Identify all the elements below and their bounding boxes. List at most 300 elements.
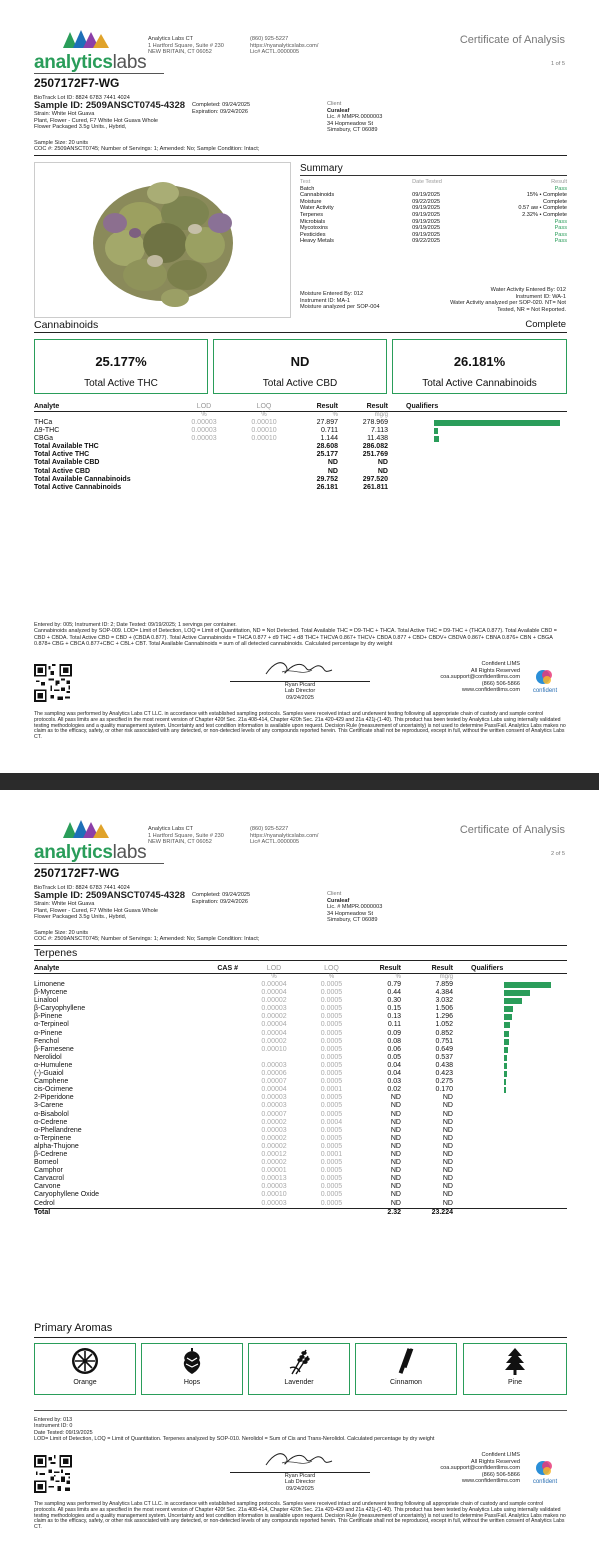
lod-value: 0.00004: [261, 1029, 287, 1037]
qualifier-cell: [459, 1127, 567, 1135]
result-mg: 7.859: [435, 981, 453, 988]
loq-value: [234, 468, 294, 476]
cas-value: [184, 981, 244, 989]
analyte-name: α-Terpinene: [34, 1134, 72, 1142]
coa-page-1: [0, 0, 599, 773]
loq-value: 0.0005: [320, 1134, 343, 1142]
qualifier-cell: [459, 1086, 567, 1094]
qualifier-cell: [459, 1175, 567, 1183]
result-bar: [504, 1022, 510, 1028]
aroma-label: Hops: [183, 1379, 201, 1386]
result-bar: [504, 1014, 512, 1020]
qualifier-cell: [459, 1102, 567, 1110]
matrix-line2: Flower Packaged 3.5g Units., Hybrid,: [34, 914, 127, 920]
result-pct: 0.44: [387, 989, 401, 997]
qualifier-cell: [459, 1013, 567, 1021]
unit-cell: %: [271, 974, 277, 980]
unit-cell: %: [328, 974, 335, 980]
qualifier-cell: [459, 1159, 567, 1167]
table-row: [34, 435, 567, 443]
total-active-thc-box: [34, 339, 208, 394]
lod-value: 0.00004: [261, 1021, 287, 1029]
qualifier-cell: [459, 1167, 567, 1175]
lab-address: [148, 36, 224, 56]
qualifier-cell: [394, 419, 567, 427]
client-address: 34 Hopmeadow St: [327, 910, 374, 917]
table-row: [34, 981, 567, 989]
table-row: [34, 1127, 567, 1135]
logo-wordmark: analyticslabs: [34, 842, 147, 863]
loq-value: 0.0005: [320, 1005, 343, 1013]
result-pct: ND: [390, 1183, 401, 1191]
batch-id: 2507172F7-WG: [34, 866, 120, 880]
result-pct: 27.897: [316, 419, 338, 426]
summary-row: [300, 232, 567, 239]
lod-value: 0.00003: [261, 1094, 287, 1102]
lod-value: 0.00006: [261, 1070, 287, 1078]
col-loq: LOQ: [256, 403, 272, 410]
unit-cell: mg/g: [439, 974, 453, 980]
qualifier-cell: [459, 1208, 567, 1217]
analyte-name: CBGa: [34, 435, 54, 443]
signer-title: Lab Director: [284, 688, 316, 695]
cas-value: [184, 1127, 244, 1135]
loq-value: [234, 476, 294, 484]
cas-value: [184, 1102, 244, 1110]
unit-cell: %: [332, 412, 338, 418]
signer-title: Lab Director: [284, 1479, 316, 1486]
strain: Strain: White Hot Guava: [34, 111, 95, 117]
result-mg: 7.113: [371, 427, 388, 435]
table-row: [34, 1135, 567, 1143]
cannabinoid-summary-boxes: [34, 339, 567, 394]
lod-value: 0.00003: [261, 1183, 287, 1191]
analytics-labs-logo-icon: [63, 28, 109, 48]
lims-info: [420, 661, 520, 694]
analyte-name: Carvacrol: [34, 1175, 64, 1183]
cas-value: [184, 1062, 244, 1070]
summary-result: Pass: [554, 185, 567, 192]
lims-phone: (866) 506-5866: [481, 1471, 520, 1478]
box-label: Total Active CBD: [262, 378, 338, 389]
result-mg: ND: [442, 1094, 453, 1102]
lims-email-link[interactable]: coa.support@confidentlims.com: [440, 1465, 520, 1472]
summary-result: Pass: [554, 225, 567, 232]
expiration-date: Expiration: 09/24/2026: [192, 898, 248, 905]
moisture-instrument: Instrument ID: MA-1: [300, 297, 351, 304]
lab-name: Analytics Labs CT: [148, 36, 194, 42]
lab-phone: (860) 925-5227: [250, 826, 289, 832]
result-bar: [504, 1087, 506, 1093]
lod-value: 0.00012: [261, 1150, 287, 1158]
table-row: [34, 1086, 567, 1094]
result-pct: ND: [390, 1159, 401, 1167]
lod-value: 0.00010: [261, 1191, 287, 1199]
loq-value: 0.00010: [251, 419, 277, 426]
cas-value: [184, 1135, 244, 1143]
confident-logo: [525, 668, 565, 694]
analyte-name: alpha-Thujone: [34, 1142, 79, 1150]
result-mg: ND: [442, 1110, 453, 1118]
table-row: [34, 451, 567, 459]
page-header: [0, 790, 599, 870]
summary-date: [412, 186, 487, 193]
result-mg: 278.969: [362, 419, 388, 426]
aroma-label: Pine: [507, 1379, 522, 1386]
note-instrument: Instrument ID: 0: [34, 1423, 73, 1430]
lod-value: 0.00003: [191, 435, 217, 443]
result-bar: [504, 1055, 507, 1061]
analyte-name: Total Available Cannabinoids: [34, 475, 131, 483]
client-name: Curaleaf: [327, 897, 350, 904]
table-row: [34, 1143, 567, 1151]
lod-value: 0.00002: [261, 1118, 287, 1126]
unit-cell: %: [395, 974, 401, 980]
table-row: [34, 1151, 567, 1159]
table-row: [34, 427, 567, 435]
result-pct: 0.03: [387, 1078, 401, 1086]
result-mg: ND: [442, 1102, 453, 1110]
summary-date: 09/19/2025: [412, 192, 441, 199]
unit-cell: mg/g: [374, 412, 388, 418]
lims-name: Confident LIMS: [481, 661, 520, 667]
loq-value: 0.0005: [320, 1102, 343, 1110]
lod-value: 0.00003: [261, 1199, 287, 1207]
loq-value: 0.0005: [320, 989, 343, 997]
analyte-name: α-Terpineol: [34, 1021, 69, 1029]
aroma-cinnamon: [355, 1343, 457, 1395]
qualifier-cell: [459, 997, 567, 1005]
lab-website-link[interactable]: https://nyanalyticslabs.com/: [250, 832, 319, 839]
result-pct: ND: [390, 1102, 401, 1110]
document-title: Certificate of Analysis: [459, 824, 565, 836]
loq-value: 0.0005: [320, 1191, 343, 1199]
loq-value: 0.0001: [320, 1150, 343, 1158]
divider: [34, 1337, 567, 1338]
table-row: [34, 1167, 567, 1175]
summary-result: 15% • Complete: [526, 192, 567, 199]
loq-value: 0.0005: [320, 1013, 343, 1021]
result-mg: 11.438: [367, 435, 388, 443]
result-bar: [504, 1047, 508, 1053]
sample-size: Sample Size: 20 units: [34, 930, 89, 936]
cas-value: [184, 1151, 244, 1159]
table-row: [34, 989, 567, 997]
completed-date: Completed: 09/24/2025: [192, 102, 251, 108]
lod-value: 0.00004: [261, 1086, 287, 1094]
col-lod: LOD: [266, 965, 282, 972]
lims-email-link[interactable]: coa.support@confidentlims.com: [440, 674, 520, 681]
client-info: [327, 891, 382, 924]
loq-value: [234, 459, 294, 467]
analyte-name: cis-Ocimene: [34, 1086, 73, 1094]
table-row: [34, 468, 567, 476]
cas-value: [184, 1200, 244, 1209]
summary-header-result: Result: [551, 179, 567, 185]
col-result-mg: Result: [431, 965, 453, 972]
lims-website-link[interactable]: www.confidentlims.com: [461, 1478, 520, 1485]
analyte-name: Carvone: [34, 1183, 61, 1191]
cas-value: [184, 1005, 244, 1013]
result-bar: [504, 1063, 507, 1069]
loq-value: 0.0005: [320, 1070, 343, 1078]
summary-date: 09/22/2025: [412, 238, 441, 245]
qualifier-cell: [459, 1094, 567, 1102]
lod-value: [174, 476, 234, 484]
col-loq: LOQ: [324, 965, 339, 972]
loq-value: 0.0005: [320, 1199, 343, 1207]
terpenes-table: [34, 965, 567, 1217]
summary-test: Microbials: [300, 218, 326, 225]
qualifier-cell: [459, 1200, 567, 1209]
water-activity-notes: [450, 287, 566, 313]
matrix: Plant, Flower - Cured, F7 White Hot Guava Whole: [34, 117, 159, 124]
qualifier-cell: [459, 1135, 567, 1143]
lab-address-line2: NEW BRITAIN, CT 06052: [148, 839, 212, 845]
page-header: [0, 0, 599, 80]
divider: [34, 1410, 567, 1411]
terpene-notes: [34, 1417, 567, 1442]
summary-result: Complete: [543, 198, 567, 205]
cas-value: [184, 997, 244, 1005]
result-pct: ND: [327, 467, 338, 475]
result-bar: [504, 1006, 513, 1012]
lod-value: 0.00003: [191, 427, 217, 435]
summary-header-test: Test: [300, 179, 311, 185]
qualifier-cell: [459, 1119, 567, 1127]
cas-value: [184, 1208, 244, 1217]
analyte-name: Borneol: [34, 1159, 59, 1167]
cannabinoids-title: Cannabinoids: [34, 319, 99, 331]
qualifier-cell: [459, 1021, 567, 1029]
lod-value: 0.00010: [261, 1045, 287, 1053]
unit-cell: [34, 412, 174, 420]
loq-value: 0.0005: [320, 1183, 343, 1191]
lod-value: 0.00002: [261, 997, 287, 1005]
aroma-label: Cinnamon: [390, 1379, 422, 1386]
lab-contact: [250, 36, 318, 56]
biotrack-lot: BioTrack Lot ID: 8824 6783 7441 4024: [34, 95, 130, 101]
result-mg: 251.769: [362, 451, 388, 459]
aroma-lavender: [248, 1343, 350, 1395]
summary-result: Pass: [554, 238, 567, 245]
result-pct: 28.608: [316, 443, 338, 451]
cas-value: [184, 1013, 244, 1021]
loq-value: 0.0005: [320, 1045, 343, 1053]
lod-value: 0.00007: [261, 1110, 287, 1118]
result-mg: 0.170: [435, 1086, 453, 1094]
lab-address-line1: 1 Hartford Square, Suite # 230: [148, 832, 224, 839]
analyte-name: Δ9-THC: [34, 427, 60, 435]
aroma-label: Lavender: [284, 1379, 314, 1386]
result-mg: 0.423: [435, 1070, 453, 1078]
analyte-name: (-)-Guaiol: [34, 1070, 64, 1078]
summary-result: Pass: [554, 231, 567, 238]
result-mg: ND: [442, 1167, 453, 1175]
summary-test: Terpenes: [300, 211, 324, 218]
table-row: [34, 1005, 567, 1013]
note-method: LOD= Limit of Detection, LOQ = Limit of Quantitation. Terpenes analyzed by SOP-010. Nerolidol = Sum of Cis and Trans-Nerolidol. Calculated percentage by dry weight: [34, 1435, 435, 1442]
analyte-name: β-Pinene: [34, 1013, 63, 1021]
lims-website-link[interactable]: www.confidentlims.com: [461, 687, 520, 694]
cas-value: [184, 1086, 244, 1094]
page-separator: [0, 773, 599, 790]
summary-result: 2.32% • Complete: [522, 211, 567, 218]
wa-entered-by: Water Activity Entered By: 012: [490, 287, 566, 293]
client-city: Simsbury, CT 06089: [327, 127, 378, 133]
loq-value: 0.00010: [251, 435, 277, 443]
result-mg: ND: [442, 1142, 453, 1150]
result-bar: [504, 1079, 506, 1085]
total-mg: 23.224: [431, 1208, 453, 1216]
biotrack-lot: BioTrack Lot ID: 8824 6783 7441 4024: [34, 885, 130, 891]
result-pct: 1.144: [320, 435, 338, 443]
cas-value: [184, 1030, 244, 1038]
result-pct: 0.11: [387, 1021, 401, 1029]
table-row: [34, 419, 567, 427]
terpenes-title: Terpenes: [34, 947, 78, 959]
analyte-name: 2-Piperidone: [34, 1094, 74, 1102]
table-row: [34, 1119, 567, 1127]
sample-size-block: [34, 930, 259, 943]
lims-info: [420, 1452, 520, 1485]
wa-instrument: Instrument ID: WA-1: [515, 293, 566, 300]
signer-name: Ryan Picard: [284, 1473, 316, 1479]
total-active-cannabinoids-box: [392, 339, 567, 394]
loq-value: 0.0004: [320, 1118, 343, 1126]
cas-value: [184, 1111, 244, 1119]
result-mg: ND: [442, 1199, 453, 1207]
summary-header-date: Date Tested: [412, 179, 442, 185]
signature-date: 09/24/2025: [286, 1485, 314, 1492]
lab-license: Lic# ACTL.0000005: [250, 839, 300, 845]
result-pct: 26.181: [316, 483, 338, 491]
analytics-labs-logo-icon: [63, 818, 109, 838]
sample-id: Sample ID: 2509ANSCT0745-4328: [34, 100, 186, 111]
total-label: Total: [34, 1208, 51, 1216]
result-bar: [504, 998, 522, 1004]
col-qualifiers: Qualifiers: [406, 403, 439, 410]
lod-value: 0.00002: [261, 1037, 287, 1045]
result-bar: [504, 982, 551, 988]
disclaimer: The sampling was performed by Analytics Labs CT LLC. in accordance with established sampling protocols. Samples were received intact and underwent testing following all appropriate chain of custody and sample control protocols. All pass limits are as specified in the most recent version of Chapter 420f Sec. 21a 408-414, Chapter 420h Sec. 21a 420-429 and 21a 421j-(1-40). This product has been tested by Analytics Labs using internally validated testing methodologies and a quality management system. Uncertainty and test condition information is available upon request. Decision Rule (measurement of uncertainty) is not used to determine Pass/Fail. Analytics Labs makes no claim as to the efficacy, safety, or other risk associated with any detected, or non-detected levels of any compounds reported herein. This Certificate shall not be reproduced, except in full, without the written consent of Analytics Labs CT.: [34, 1501, 566, 1531]
qr-code-icon[interactable]: [34, 664, 72, 702]
result-pct: 0.08: [387, 1037, 401, 1045]
unit-cell: %: [201, 412, 207, 418]
lims-rights: All Rights Reserved: [470, 667, 520, 674]
analyte-name: Total Active Cannabinoids: [34, 483, 122, 491]
result-bar: [504, 1071, 507, 1077]
analyte-name: β-Farnesene: [34, 1045, 74, 1053]
hops-icon: [179, 1346, 205, 1376]
col-analyte: Analyte: [34, 403, 60, 410]
result-pct: 0.02: [387, 1086, 401, 1094]
result-mg: 0.438: [435, 1061, 453, 1069]
result-mg: 1.296: [435, 1013, 453, 1021]
loq-value: 0.0005: [320, 997, 343, 1005]
cas-value: [184, 1159, 244, 1167]
loq-value: 0.0005: [320, 1021, 343, 1029]
page-number: 2 of 5: [551, 851, 565, 857]
lab-address-line1: 1 Hartford Square, Suite # 230: [148, 42, 224, 49]
result-pct: 0.15: [387, 1005, 401, 1013]
client-city: Simsbury, CT 06089: [327, 917, 378, 923]
unit-cell: [459, 974, 567, 982]
batch-id: 2507172F7-WG: [34, 76, 120, 90]
table-row: [34, 1021, 567, 1029]
sample-meta: [34, 885, 574, 923]
lab-name: Analytics Labs CT: [148, 826, 194, 832]
result-mg: 0.537: [435, 1053, 453, 1061]
col-result-mg: Result: [366, 403, 388, 410]
qr-code-icon[interactable]: [34, 1455, 72, 1493]
result-pct: ND: [390, 1150, 401, 1158]
summary-test: Water Activity: [300, 205, 334, 212]
result-bar: [434, 420, 560, 426]
analyte-name: Camphor: [34, 1167, 63, 1175]
client-name: Curaleaf: [327, 107, 350, 114]
sample-details: [34, 101, 189, 131]
result-mg: ND: [442, 1183, 453, 1191]
analyte-name: β-Caryophyllene: [34, 1005, 86, 1013]
cas-value: [184, 1038, 244, 1046]
qualifier-cell: [459, 1070, 567, 1078]
result-mg: ND: [377, 467, 388, 475]
result-mg: 286.082: [362, 443, 388, 451]
table-row: [34, 1183, 567, 1191]
summary-result: Pass: [554, 218, 567, 225]
total-pct: 2.32: [387, 1208, 401, 1216]
summary-row: [300, 219, 567, 226]
lims-name: Confident LIMS: [481, 1452, 520, 1458]
summary-table: [300, 179, 567, 245]
table-row: [34, 459, 567, 467]
lims-rights: All Rights Reserved: [470, 1458, 520, 1465]
summary-row: [300, 192, 567, 199]
result-pct: 0.79: [387, 981, 401, 988]
summary-date: 09/19/2025: [412, 211, 441, 218]
lab-website-link[interactable]: https://nyanalyticslabs.com/: [250, 42, 319, 49]
coa-page-2: [0, 790, 599, 1565]
summary-row: [300, 238, 567, 245]
cas-value: [184, 1167, 244, 1175]
lod-value: 0.00003: [261, 1005, 287, 1013]
qualifier-cell: [459, 1054, 567, 1062]
result-mg: ND: [377, 459, 388, 467]
loq-value: 0.0005: [320, 1175, 343, 1183]
result-pct: ND: [327, 459, 338, 467]
loq-value: 0.0005: [320, 1159, 343, 1167]
result-pct: ND: [390, 1094, 401, 1102]
lavender-icon: [286, 1346, 312, 1376]
cas-value: [184, 1078, 244, 1086]
lod-value: [174, 451, 234, 459]
lod-value: 0.00002: [261, 1159, 287, 1167]
aromas-row: [34, 1343, 567, 1395]
qualifier-cell: [394, 451, 567, 459]
qualifier-cell: [394, 459, 567, 467]
result-pct: 0.05: [387, 1053, 401, 1061]
aroma-pine: [463, 1343, 567, 1395]
divider: [34, 960, 567, 961]
qualifier-cell: [459, 1143, 567, 1151]
strain: Strain: White Hot Guava: [34, 901, 95, 907]
cannabinoid-notes: [34, 622, 567, 647]
moisture-notes: [300, 291, 380, 311]
wa-sop: Water Activity analyzed per SOP-020. NT= Not: [450, 300, 566, 307]
analyte-name: Linalool: [34, 997, 59, 1005]
box-value: 25.177%: [95, 354, 147, 369]
